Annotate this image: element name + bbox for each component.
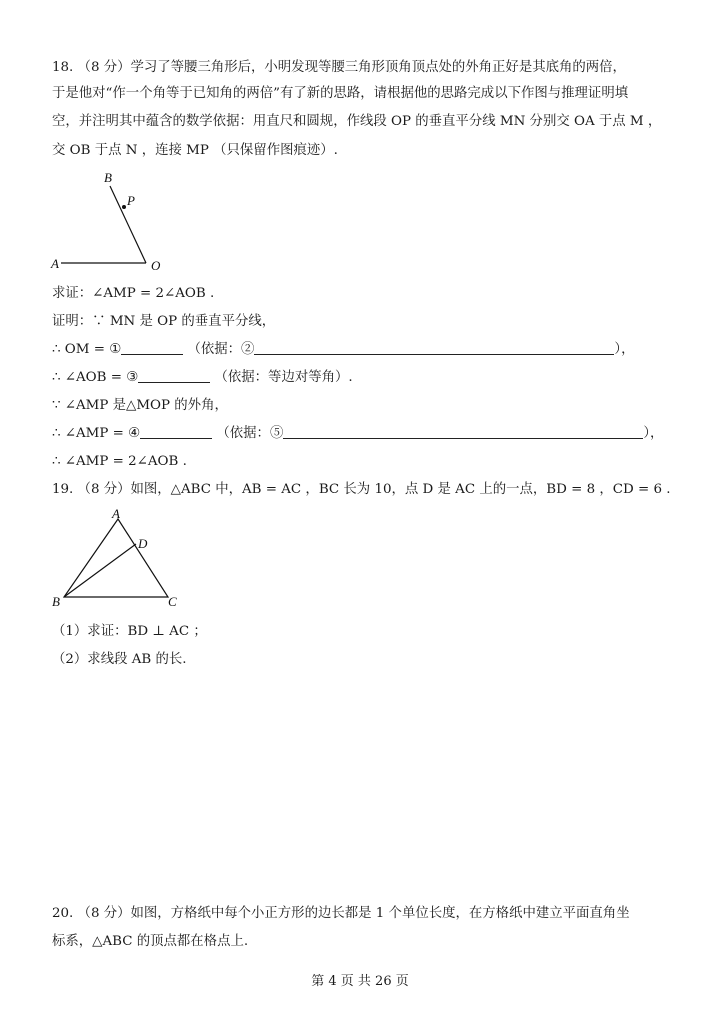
blank-4[interactable] — [140, 424, 212, 439]
step2-basis: （依据：等边对等角）. — [214, 370, 353, 385]
triangle-abc-figure — [46, 506, 196, 611]
step4-suffix: ）， — [643, 426, 664, 441]
step2-prefix: ∴ ∠AOB = ③ — [52, 370, 139, 385]
q18-line-4: 交 OB 于点 N ，连接 MP （只保留作图痕迹）. — [52, 143, 338, 158]
blank-5[interactable] — [283, 424, 643, 439]
label-b: B — [104, 170, 112, 185]
step1-suffix: ）， — [614, 342, 635, 357]
point-p — [122, 205, 126, 209]
q18-proof-conclusion: ∴ ∠AMP = 2∠AOB . — [52, 454, 187, 469]
q18-line-1: 18. （8 分）学习了等腰三角形后，小明发现等腰三角形顶角顶点处的外角正好是其底角的两倍， — [52, 60, 626, 75]
q18-proof-step-3: ∵ ∠AMP 是△MOP 的外角， — [52, 398, 228, 413]
q18-proof-step-1 — [52, 340, 672, 360]
q19-part-1: （1）求证：BD ⊥ AC ； — [52, 624, 207, 639]
label-p: P — [127, 193, 135, 208]
q19-line-1: 19. （8 分）如图，△ABC 中，AB = AC ，BC 长为 10，点 D 是 AC 上的一点，BD = 8 ，CD = 6 . — [52, 482, 671, 497]
blank-3[interactable] — [138, 368, 210, 383]
label-a-19: A — [112, 506, 120, 521]
q18-prove-statement: 求证：∠AMP = 2∠AOB . — [52, 286, 215, 301]
q19-part-2: （2）求线段 AB 的长. — [52, 652, 187, 667]
label-b-19: B — [52, 594, 60, 609]
q18-proof-step-4 — [52, 424, 672, 444]
label-a: A — [51, 256, 59, 271]
step4-basis-label: （依据：⑤ — [216, 426, 284, 441]
q18-line-2: 于是他对“作一个角等于已知角的两倍”有了新的思路，请根据他的思路完成以下作图与推理证明填 — [52, 86, 629, 101]
q18-proof-step-2 — [52, 368, 672, 388]
q20-line-1: 20. （8 分）如图，方格纸中每个小正方形的边长都是 1 个单位长度，在方格纸中建立平面直角坐 — [52, 906, 630, 921]
label-c: C — [168, 594, 177, 609]
page-footer: 第 4 页 共 26 页 — [311, 974, 409, 989]
label-o: O — [151, 258, 161, 273]
q18-line-3: 空，并注明其中蕴含的数学依据：用直尺和圆规，作线段 OP 的垂直平分线 MN 分别交 OA 于点 M ， — [52, 114, 662, 129]
step1-prefix: ∴ OM = ① — [52, 342, 122, 357]
step4-prefix: ∴ ∠AMP = ④ — [52, 426, 141, 441]
q18-proof-start: 证明：∵ MN 是 OP 的垂直平分线， — [52, 314, 276, 329]
q20-line-2: 标系，△ABC 的顶点都在格点上. — [52, 934, 249, 949]
blank-1[interactable] — [121, 340, 183, 355]
blank-2[interactable] — [254, 340, 614, 355]
step1-basis-label: （依据：② — [187, 342, 255, 357]
angle-aob-figure — [48, 166, 178, 276]
label-d: D — [138, 536, 148, 551]
segment-bd — [64, 544, 136, 597]
